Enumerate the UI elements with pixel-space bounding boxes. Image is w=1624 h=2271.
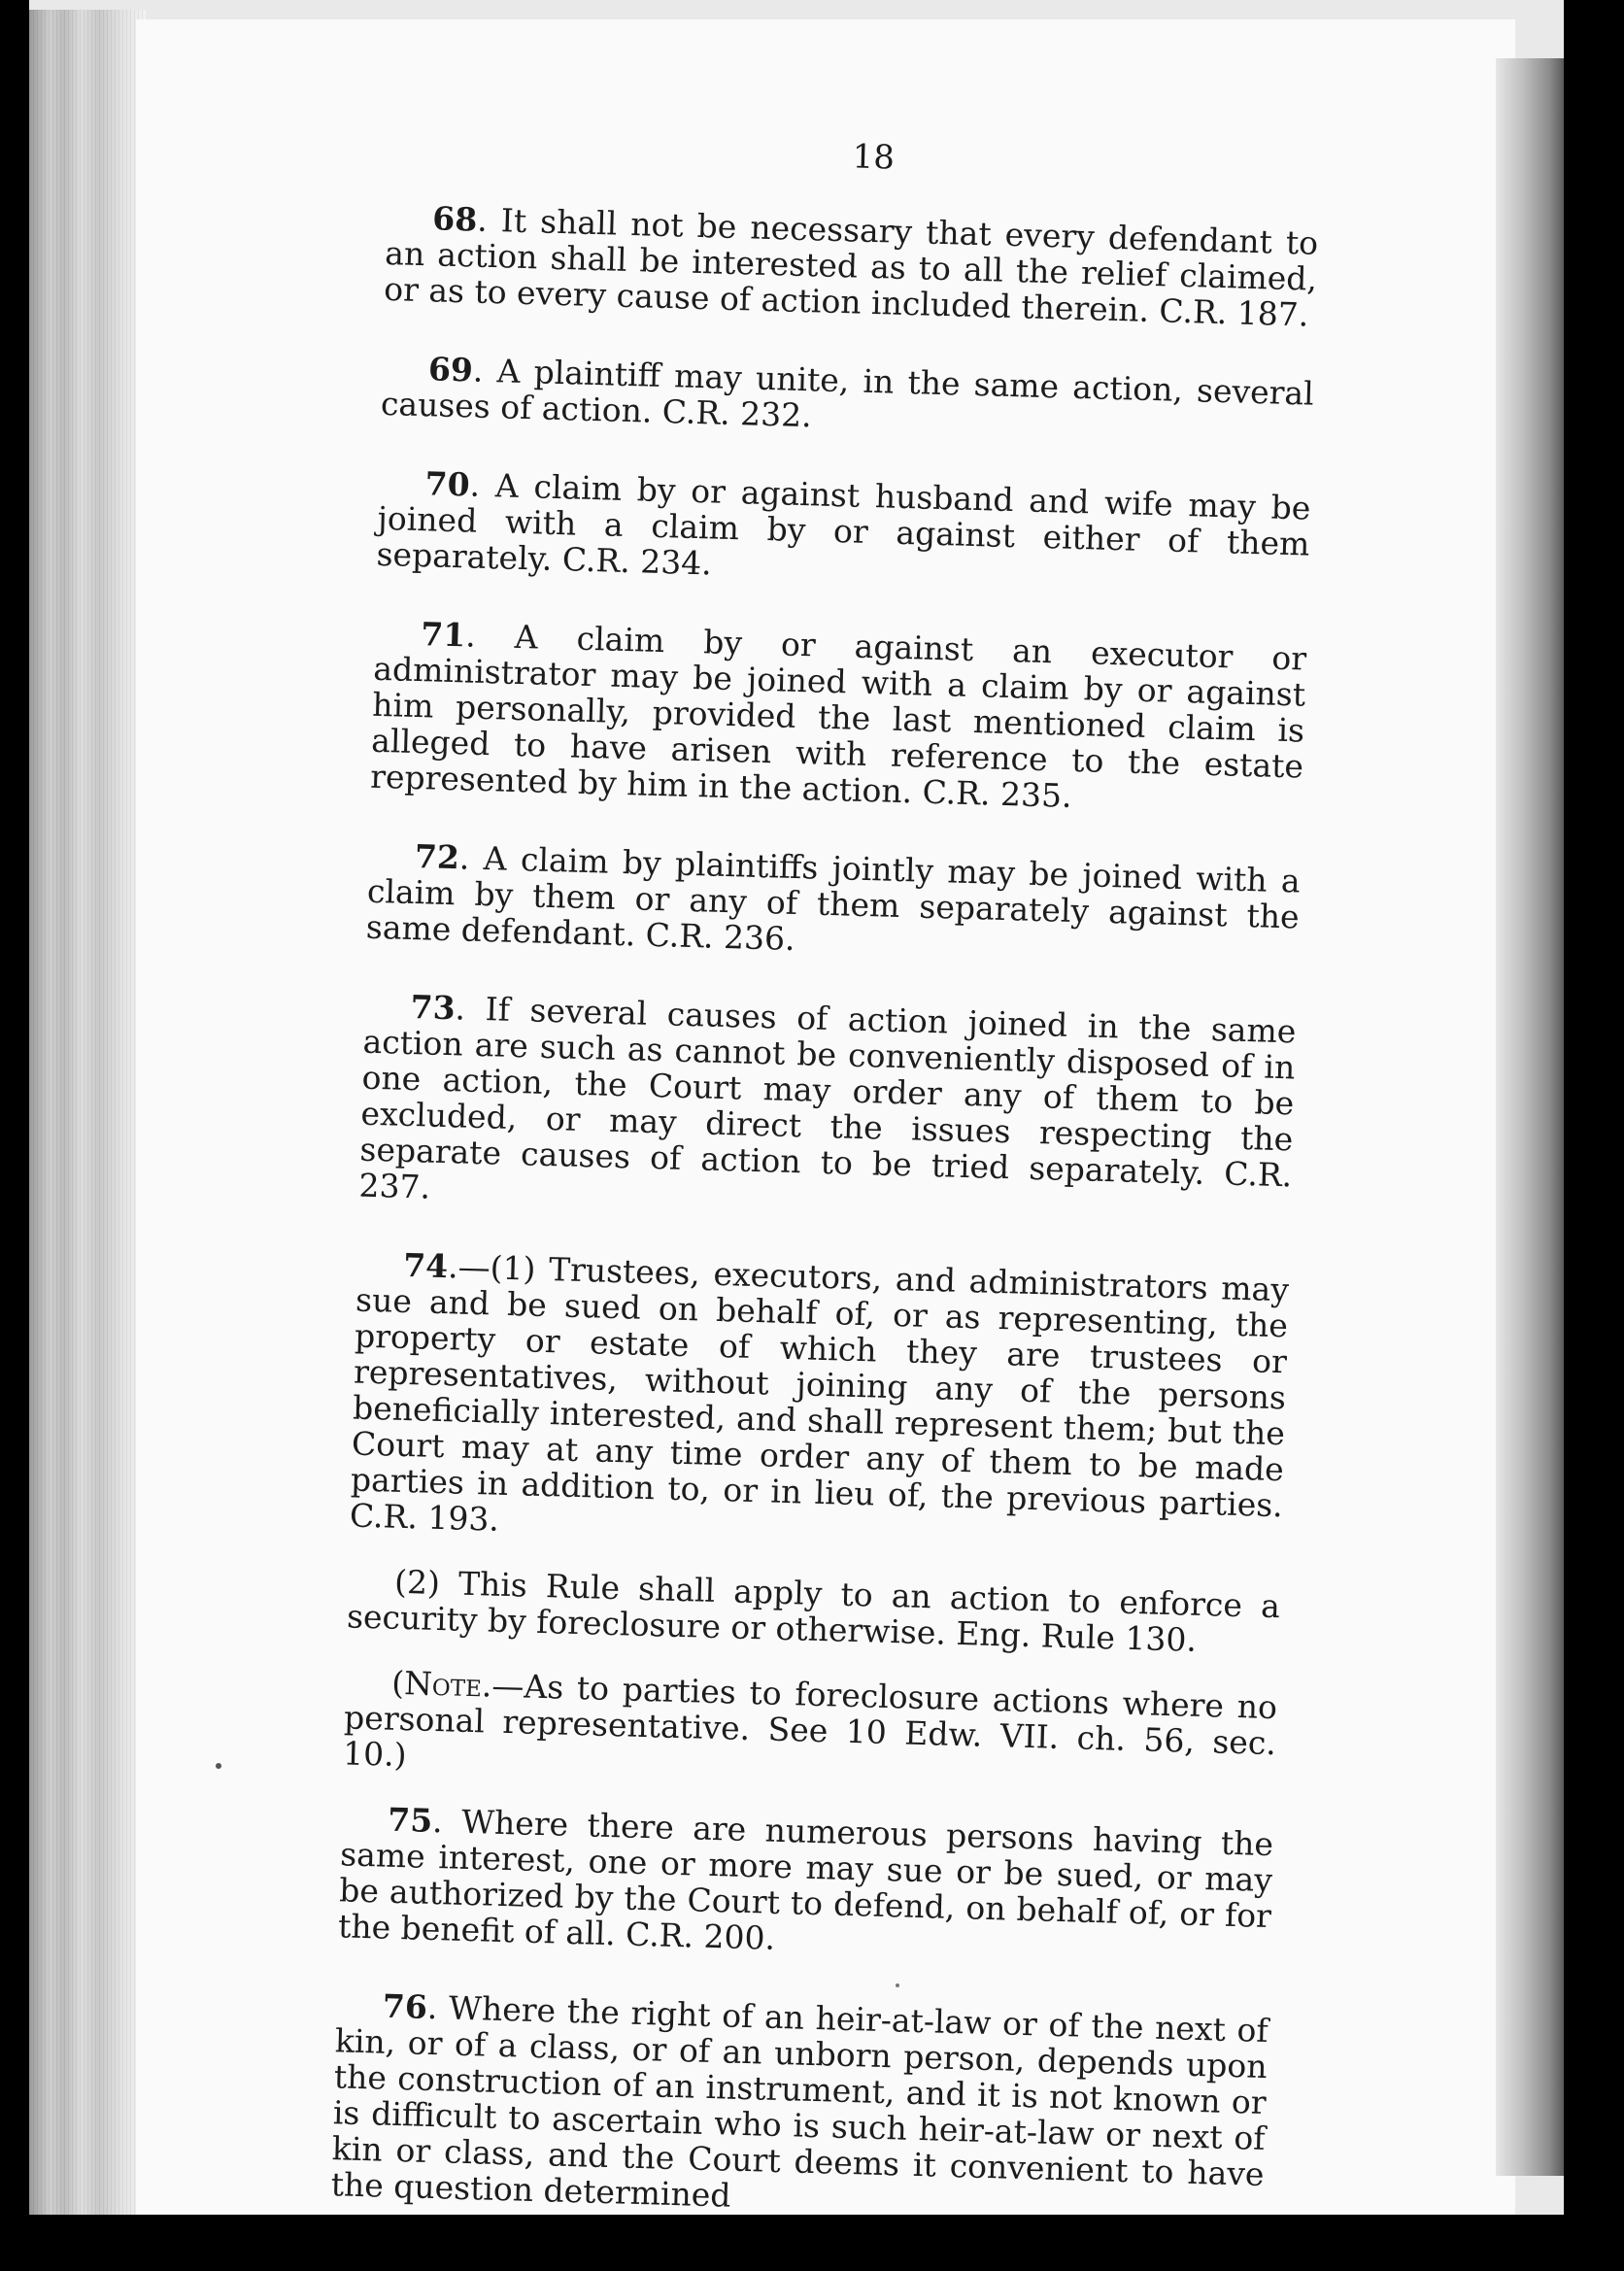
note-text: .—As to parties to foreclosure actions where no personal representative. See 10 Edw. VII. ch. 56, sec. 10.) [342,1666,1278,1775]
rule-separator: . [476,200,502,240]
rule-68 [384,199,1319,333]
rule-separator: . [426,1987,450,2027]
note [343,1663,1278,1797]
page-binding-shadow [1496,58,1564,2176]
rule-70 [376,464,1311,598]
rule-text: A plaintiff may unite, in the same action, several causes of action. C.R. 232. [380,352,1315,435]
rule-71 [370,615,1307,821]
rule-separator: . [469,465,496,505]
rule-76 [330,1986,1269,2228]
rule-number: 71 [420,615,466,655]
rule-text: Where there are numerous persons having the same interest, one or more may sue or be sued, or may be authorized by the Court to defend, on behalf of, or for the benefit of all. C.R. 200. [337,1802,1274,1957]
rule-separator: . [431,1801,462,1841]
rule-number: 70 [424,464,471,504]
rule-73 [358,988,1297,1230]
rule-number: 75 [387,1800,433,1840]
scan-speck [216,1763,221,1769]
rule-72 [365,837,1301,971]
rule-text: A claim by plaintiffs jointly may be joined with a claim by them or any of them separately against the same defendant. C.R. 236. [365,839,1302,959]
rule-text: (1) Trustees, executors, and administrators may sue and be sued on behalf of, or as representing, the property or estate of which they are trustees or representatives, without joining any of the persons beneficially interested, and shall represent them; but the Court may at any time order any of them to be made parties in addition to, or in lieu of, the previous parties. C.R. 193. [349,1248,1290,1539]
rule-number: 68 [431,199,478,239]
page-number: 18 [852,137,896,178]
note-open-paren: ( [390,1663,405,1703]
rule-text: Where the right of an heir-at-law or of the next of kin, or of a class, or of an unborn person, depends upon the construction of an instrument, and it is not known or is difficult to ascertain who is such heir-at-law or next of kin or class, and the Court deems it convenient to have the question determined [330,1988,1269,2215]
note-label: Note [403,1664,483,1705]
rule-74 [350,1246,1290,1560]
book-page-edges [29,10,146,2215]
rule-separator: . [455,989,487,1029]
rule-number: 72 [414,837,460,877]
rule-number: 74 [402,1245,449,1286]
rule-separator: .— [447,1247,491,1287]
rule-text: A claim by or against husband and wife may be joined with a claim by or against either of them separately. C.R. 234. [376,466,1311,583]
rule-separator: . [464,616,516,656]
rule-text: If several causes of action joined in the same action are such as cannot be conveniently disposed of in one action, the Court may order any of them to be excluded, or may direct the issues respecting the separate causes of action to be tried separately. C.R. 237. [358,990,1297,1206]
rule-number: 76 [382,1986,428,2026]
rule-number: 73 [410,987,457,1028]
rule-69 [381,350,1315,448]
rule-75 [338,1800,1274,1970]
rule-number: 69 [427,350,474,390]
rule-separator: . [472,351,498,390]
page-text [329,126,1321,2271]
rule-separator: . [458,838,485,878]
rule-74-subsection-2: (2) This Rule shall apply to an action to enforce a security by foreclosure or otherwise. Eng. Rule 130. [346,1562,1281,1659]
rule-text: A claim by or against an executor or administrator may be joined with a claim by or against him personally, provided the last mentioned claim is alleged to have arisen with reference to the estate represented by him in the action. C.R. 235. [369,617,1307,815]
rule-text: It shall not be necessary that every defendant to an action shall be interested as to all the relief claimed, or as to every cause of action included therein. C.R. 187. [383,201,1319,334]
